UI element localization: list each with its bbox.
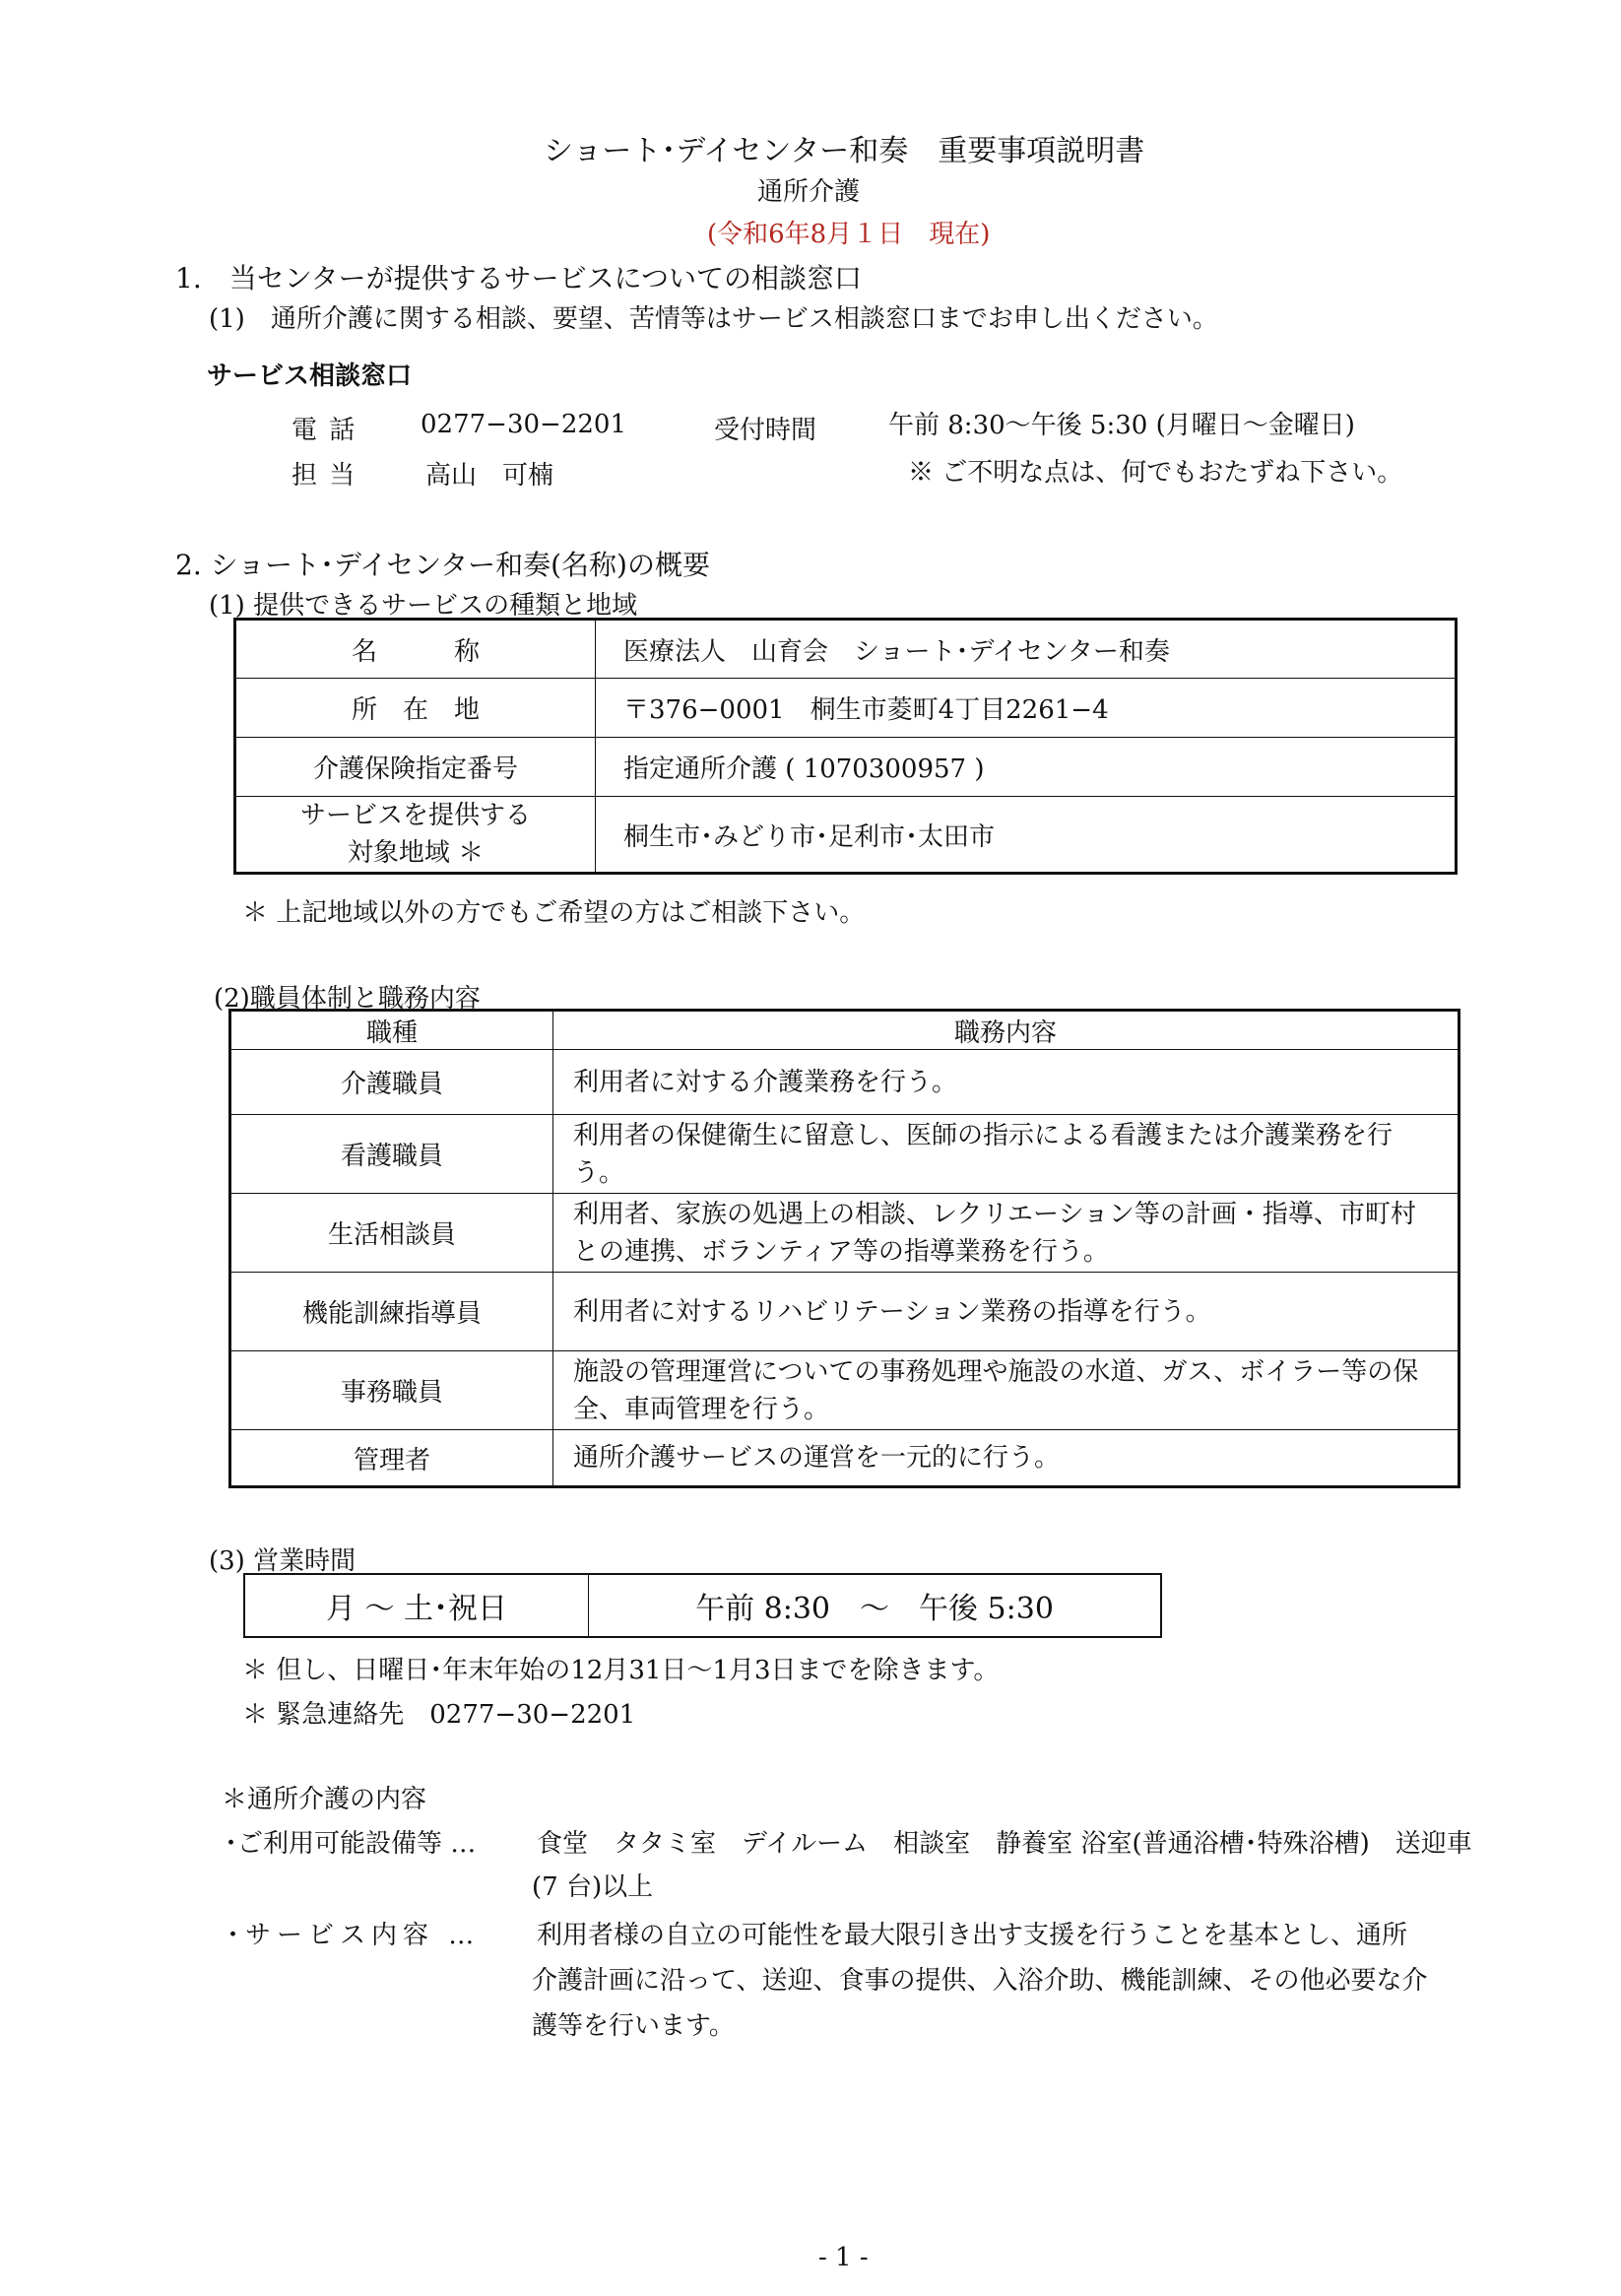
reception-hours-label: 受付時間 (714, 416, 817, 445)
staff-duty: 利用者に対する介護業務を行う。 (553, 1050, 1459, 1115)
staff-row (230, 1351, 1459, 1430)
overview-note: ＊ 上記地域以外の方でもご希望の方はご相談下さい。 (242, 898, 866, 928)
contact-person: 高山 可楠 (425, 461, 554, 491)
business-hours-table (243, 1573, 1162, 1638)
page-number: - 1 - (818, 2243, 869, 2272)
business-hours-row (244, 1574, 1161, 1637)
section1-heading: 1. 当センターが提供するサービスについての相談窓口 (175, 262, 863, 295)
overview-label: サービスを提供する対象地域 ＊ (235, 797, 596, 874)
overview-label: 名 称 (235, 620, 596, 679)
emergency-contact: ＊ 緊急連絡先 0277−30−2201 (242, 1700, 636, 1730)
section2-sub3: (3) 営業時間 (209, 1546, 357, 1576)
staff-role: 事務職員 (230, 1351, 553, 1430)
overview-value: 指定通所介護 ( 1070300957 ) (596, 738, 1457, 797)
staff-table (228, 1009, 1460, 1488)
staff-role: 生活相談員 (230, 1194, 553, 1273)
consultation-window-title: サービス相談窓口 (207, 361, 413, 391)
overview-value: 医療法人 山育会 ショート･デイセンター和奏 (596, 620, 1457, 679)
content-line3: 護等を行います。 (532, 2011, 735, 2041)
holiday-note: ＊ 但し、日曜日･年末年始の12月31日〜1月3日までを除きます。 (242, 1656, 1000, 1685)
content-line2: 介護計画に沿って、送迎、食事の提供、入浴介助、機能訓練、その他必要な介 (532, 1966, 1428, 1996)
staff-header-role: 職種 (230, 1011, 553, 1050)
overview-label: 介護保険指定番号 (235, 738, 596, 797)
overview-row (235, 679, 1457, 738)
content-line1: 利用者様の自立の可能性を最大限引き出す支援を行うことを基本とし、通所 (537, 1921, 1408, 1950)
staff-duty: 施設の管理運営についての事務処理や施設の水道、ガス、ボイラー等の保全、車両管理を行う。 (553, 1351, 1459, 1430)
staff-row (230, 1050, 1459, 1115)
staff-row (230, 1273, 1459, 1351)
overview-row (235, 620, 1457, 679)
staff-role: 看護職員 (230, 1115, 553, 1194)
section2-heading: 2. ショート･デイセンター和奏(名称)の概要 (175, 549, 710, 581)
content-label: ･サービス内容 … (227, 1921, 481, 1950)
staff-header-duty: 職務内容 (553, 1011, 1459, 1050)
overview-value: 桐生市･みどり市･足利市･太田市 (596, 797, 1457, 874)
business-hours: 午前 8:30 〜 午後 5:30 (589, 1574, 1162, 1637)
overview-label: 所 在 地 (235, 679, 596, 738)
overview-row (235, 738, 1457, 797)
staff-row (230, 1194, 1459, 1273)
staff-duty: 利用者の保健衛生に留意し、医師の指示による看護または介護業務を行う。 (553, 1115, 1459, 1194)
staff-duty: 利用者に対するリハビリテーション業務の指導を行う。 (553, 1273, 1459, 1351)
section1-note: (1) 通所介護に関する相談、要望、苦情等はサービス相談窓口までお申し出ください。 (209, 304, 1218, 334)
staff-role: 介護職員 (230, 1050, 553, 1115)
contact-remark: ※ ご不明な点は、何でもおたずね下さい。 (908, 458, 1403, 488)
overview-value: 〒376−0001 桐生市菱町4丁目2261−4 (596, 679, 1457, 738)
overview-table (233, 618, 1458, 875)
reception-hours: 午前 8:30〜午後 5:30 (月曜日〜金曜日) (888, 411, 1355, 440)
staff-role: 機能訓練指導員 (230, 1273, 553, 1351)
facilities-label: ･ご利用可能設備等 … (225, 1829, 477, 1859)
document-date: (令和6年8月１日 現在) (707, 220, 991, 249)
phone-label: 電 話 (292, 416, 357, 445)
staff-duty: 通所介護サービスの運営を一元的に行う。 (553, 1430, 1459, 1487)
document-subtitle: 通所介護 (757, 177, 861, 207)
overview-row (235, 797, 1457, 874)
staff-header-row (230, 1011, 1459, 1050)
service-heading: ＊通所介護の内容 (222, 1785, 427, 1814)
facilities-line2: (7 台)以上 (532, 1872, 654, 1902)
staff-row (230, 1430, 1459, 1487)
staff-row (230, 1115, 1459, 1194)
document-title: ショート･デイセンター和奏 重要事項説明書 (544, 134, 1145, 168)
section2-sub1: (1) 提供できるサービスの種類と地域 (209, 591, 638, 621)
phone-number: 0277−30−2201 (421, 410, 626, 439)
staff-duty: 利用者、家族の処遇上の相談、レクリエーション等の計画・指導、市町村との連携、ボランティア等の指導業務を行う。 (553, 1194, 1459, 1273)
staff-role: 管理者 (230, 1430, 553, 1487)
facilities-line1: 食堂 タタミ室 デイルーム 相談室 静養室 浴室(普通浴槽･特殊浴槽) 送迎車 (537, 1829, 1472, 1859)
section2-sub2: (2)職員体制と職務内容 (214, 984, 481, 1014)
business-days: 月 〜 土･祝日 (244, 1574, 589, 1637)
contact-label: 担 当 (292, 461, 357, 491)
